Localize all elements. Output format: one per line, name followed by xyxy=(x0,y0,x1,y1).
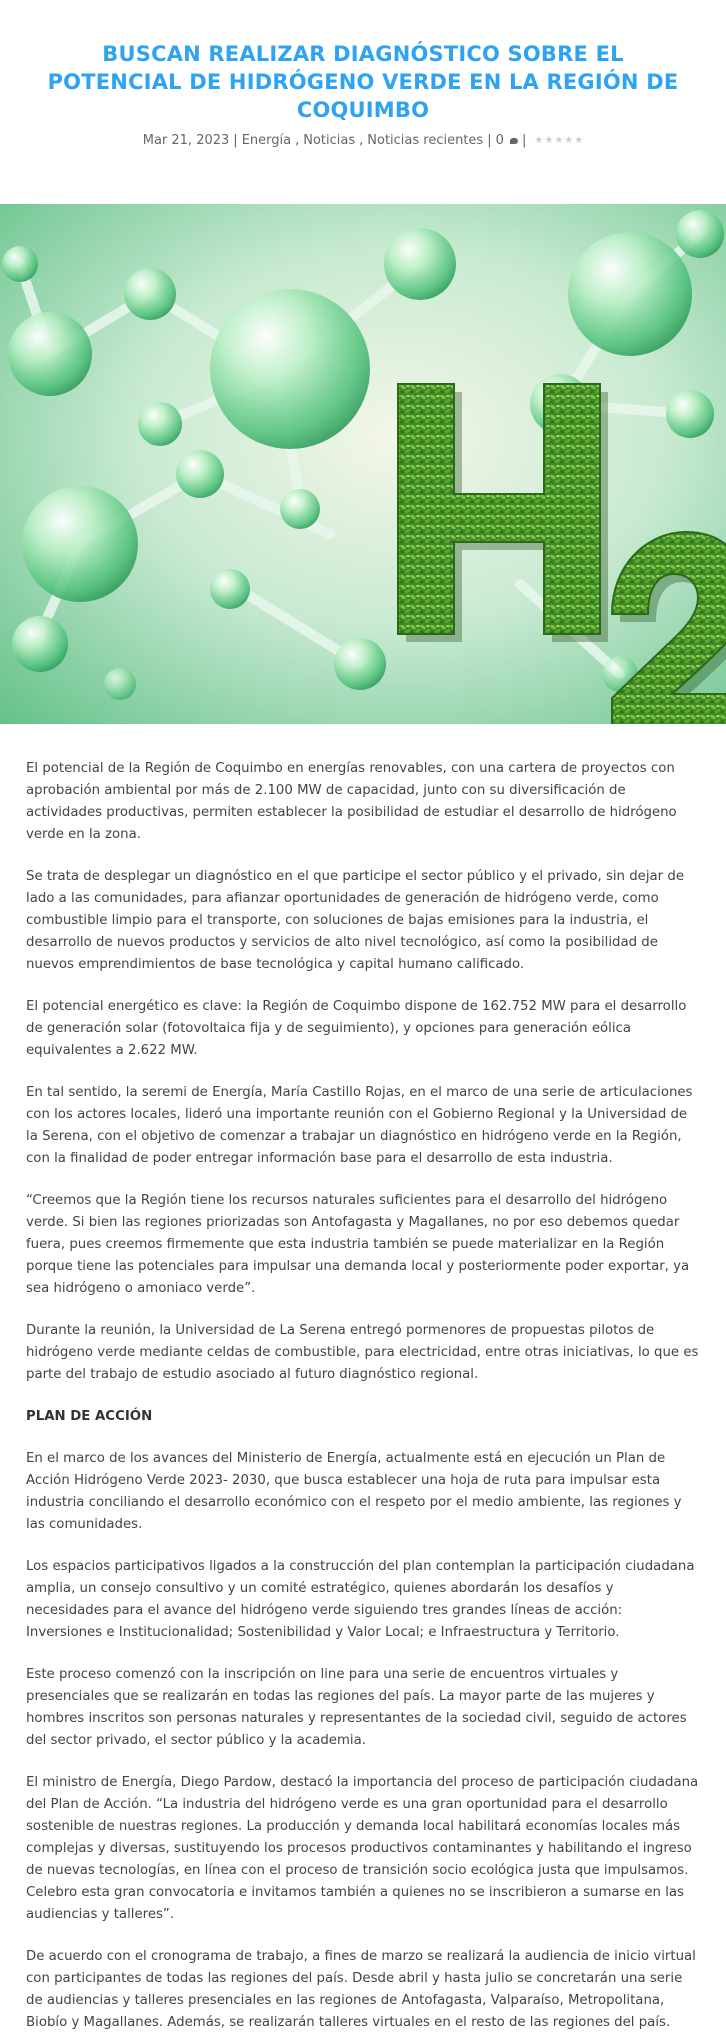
article-paragraph: Se trata de desplegar un diagnóstico en el que participe el sector público y el privado, sin dejar de lado a las comunidades, para afianzar oportunidades de generación de hidrógeno verde, como combustible limpio para el transporte, con soluciones de bajas emisiones para la industria, el desarrollo de nuevos productos y servicios de alto nivel tecnológico, así como la posibilidad de nuevos emprendimientos de base tecnológica y capital humano calificado. xyxy=(26,869,684,972)
article-paragraph: Este proceso comenzó con la inscripción on line para una serie de encuentros virtuales y presenciales que se realizarán en todas las regiones del país. La mayor parte de las mujeres y hombres inscritos son personas naturales y representantes de la sociedad civil, seguido de actores del sector privado, el sector público y la academia. xyxy=(26,1667,687,1748)
article-paragraph: En el marco de los avances del Ministerio de Energía, actualmente está en ejecución un Plan de Acción Hidrógeno Verde 2023- 2030, que busca establecer una hoja de ruta para impulsar esta industria conciliando el desarrollo económico con el respeto por el medio ambiente, las regiones y las comunidades. xyxy=(26,1451,682,1532)
article-title: BUSCAN REALIZAR DIAGNÓSTICO SOBRE EL POTENCIAL DE HIDRÓGENO VERDE EN LA REGIÓN DE COQUIMBO xyxy=(47,42,679,122)
star-icon: ★ xyxy=(564,135,574,146)
star-icon: ★ xyxy=(554,135,564,146)
rating-stars xyxy=(534,136,583,146)
hydrogen-molecules-image xyxy=(0,204,726,724)
featured-image xyxy=(0,204,726,724)
article-paragraph: El ministro de Energía, Diego Pardow, destacó la importancia del proceso de participación ciudadana del Plan de Acción. “La industria del hidrógeno verde es una gran oportunidad para el desarrollo sostenible de nuestras regiones. La producción y demanda local habilitará economías locales más complejas y diversas, sustituyendo los procesos productivos contaminantes y habilitando el ingreso de nuevas tecnologías, en línea con el proceso de transición socio ecológica justa que impulsamos. Celebro esta gran convocatoria e invitamos también a quienes no se inscribieron a sumarse en las audiencias y talleres”. xyxy=(26,1775,699,1922)
category-link-noticias-recientes[interactable]: Noticias recientes xyxy=(367,133,484,148)
section-heading: PLAN DE ACCIÓN xyxy=(26,1409,153,1424)
article-paragraph: De acuerdo con el cronograma de trabajo, a fines de marzo se realizará la audiencia de inicio virtual con participantes de todas las regiones del país. Desde abril y hasta julio se concretarán una serie de audiencias y talleres presenciales en las regiones de Antofagasta, Valparaíso, Metropolitana, Biobío y Magallanes. Además, se realizarán talleres virtuales en el resto de las regiones del país. xyxy=(26,1949,696,2030)
comments-link[interactable] xyxy=(496,131,518,151)
meta-separator: | xyxy=(487,133,492,148)
category-link-energia[interactable]: Energía xyxy=(241,133,292,148)
star-icon: ★ xyxy=(534,135,544,146)
post-date: Mar 21, 2023 xyxy=(142,133,230,148)
article-header xyxy=(0,0,726,151)
star-icon: ★ xyxy=(544,135,554,146)
category-link-noticias[interactable]: Noticias xyxy=(303,133,356,148)
meta-separator: | xyxy=(522,133,527,148)
article-paragraph: En tal sentido, la seremi de Energía, María Castillo Rojas, en el marco de una serie de articulaciones con los actores locales, lideró una importante reunión con el Gobierno Regional y la Universidad de la Serena, con el objetivo de comenzar a trabajar un diagnóstico en hidrógeno verde en la Región, con la finalidad de poder entregar información base para el desarrollo de esta industria. xyxy=(26,1085,693,1166)
comment-icon xyxy=(510,138,518,144)
article-body xyxy=(0,724,726,2034)
article-paragraph: Durante la reunión, la Universidad de La Serena entregó pormenores de propuestas pilotos de hidrógeno verde mediante celdas de combustible, para electricidad, entre otras iniciativas, lo que es parte del trabajo de estudio asociado al futuro diagnóstico regional. xyxy=(26,1323,699,1382)
article-paragraph: El potencial energético es clave: la Región de Coquimbo dispone de 162.752 MW para el desarrollo de generación solar (fotovoltaica fija y de seguimiento), y opciones para generación eólica equivalentes a 2.622 MW. xyxy=(26,999,687,1058)
article-paragraph: El potencial de la Región de Coquimbo en energías renovables, con una cartera de proyectos con aprobación ambiental por más de 2.100 MW de capacidad, junto con su diversificación de actividades productivas, permiten establecer la posibilidad de estudiar el desarrollo de hidrógeno verde en la zona. xyxy=(26,761,677,842)
star-icon: ★ xyxy=(574,135,584,146)
meta-comma: , xyxy=(359,133,364,148)
comment-count: 0 xyxy=(495,133,504,148)
meta-separator: | xyxy=(233,133,238,148)
meta-comma: , xyxy=(295,133,300,148)
article-paragraph: Los espacios participativos ligados a la construcción del plan contemplan la participación ciudadana amplia, un consejo consultivo y un comité estratégico, quienes abordarán los desafíos y necesidades para el avance del hidrógeno verde siguiendo tres grandes líneas de acción: Inversiones e Institucionalidad; Sostenibilidad y Valor Local; e Infraestructura y Territorio. xyxy=(26,1559,695,1640)
article-paragraph: “Creemos que la Región tiene los recursos naturales suficientes para el desarrollo del hidrógeno verde. Si bien las regiones priorizadas son Antofagasta y Magallanes, no por eso debemos quedar fuera, pues creemos firmemente que esta industria también se puede materializar en la Región porque tiene las potenciales para impulsar una demanda local y posteriormente poder exportar, ya sea hidrógeno o amoniaco verde”. xyxy=(26,1193,690,1296)
post-meta xyxy=(40,131,686,151)
